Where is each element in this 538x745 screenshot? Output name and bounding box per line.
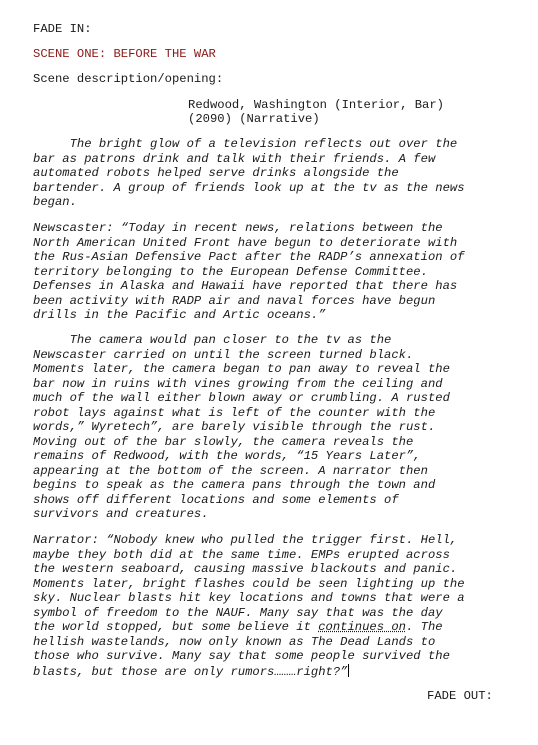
spellcheck-underlined-text: continues on — [318, 620, 406, 634]
narrator-text-end: . The hellish wastelands, now only known as The Dead Lands to those who survive. Many say that some people survived the blasts, but those are only rumors………right?” — [33, 620, 450, 679]
slugline-location: Redwood, Washington (Interior, Bar) — [188, 98, 444, 112]
paragraph-newscaster: Newscaster: “Today in recent news, relations between the North American United Front have begun to deteriorate with the Rus-Asian Defensive Pact after the RADP’s annexation of territory belonging to the European Defense Committee. Defenses in Alaska and Hawaii have reported that there has been activity with RADP air and naval forces have begun drills in the Pacific and Artic oceans.” — [33, 221, 465, 322]
paragraph-camera: The camera would pan closer to the tv as the Newscaster carried on until the screen turned black. Moments later, the camera began to pan away to reveal the bar now in ruins with vines growing from the ceiling and much of the wall either blown away or crumbling. A rusted robot lays against what is left of the counter with the words,” Wyretech”, are barely visible through the rust. Moving out of the bar slowly, the camera reveals the remains of Redwood, with the words, “15 Years Later”, appearing at the bottom of the screen. A narrator then begins to speak as the camera pans through the town and shows off different locations and some elements of survivors and creatures. — [33, 333, 450, 521]
paragraph-narrator[interactable] — [33, 533, 503, 679]
text-cursor — [348, 664, 349, 677]
fade-in-heading: FADE IN: — [33, 22, 92, 36]
narrator-text-start: Narrator: “Nobody knew who pulled the trigger first. Hell, maybe they both did at the same time. EMPs erupted across the western seaboard, causing massive blackouts and panic. Moments later, bright flashes could be seen lighting up the sky. Nuclear blasts hit key locations and towns that were a symbol of freedom to the NAUF. Many say that was the day the world stopped, but some believe it — [33, 533, 465, 634]
slugline-time: (2090) (Narrative) — [188, 112, 320, 126]
scene-description-label: Scene description/opening: — [33, 72, 224, 86]
fade-out-heading: FADE OUT: — [427, 689, 493, 703]
paragraph-opening: The bright glow of a television reflects out over the bar as patrons drink and talk with their friends. A few automated robots helped serve drinks alongside the bartender. A group of friends look up at the tv as the news began. — [33, 137, 465, 209]
scene-title: SCENE ONE: BEFORE THE WAR — [33, 47, 216, 61]
